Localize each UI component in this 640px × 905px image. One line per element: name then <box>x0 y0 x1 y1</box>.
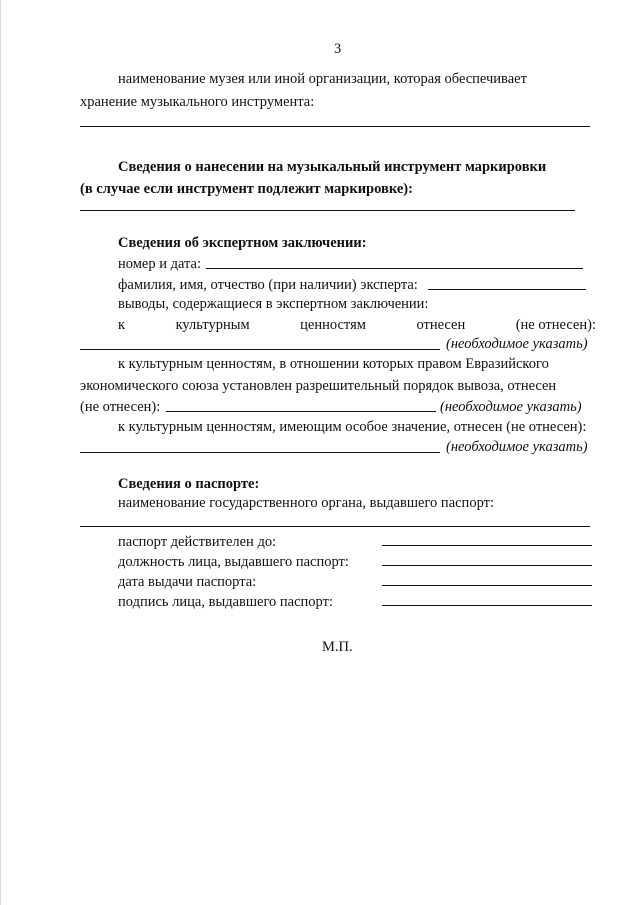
marking-heading-line2: (в случае если инструмент подлежит маркировке): <box>80 181 413 197</box>
passport-date-label: дата выдачи паспорта: <box>118 574 257 590</box>
passport-position-label: должность лица, выдавшего паспорт: <box>118 554 349 570</box>
expert-number-date-line[interactable] <box>206 268 583 269</box>
note-specify-3: (необходимое указать) <box>446 439 588 455</box>
expert-name-label: фамилия, имя, отчество (при наличии) эксперта: <box>118 277 418 293</box>
cultural-word: (не отнесен): <box>515 317 596 333</box>
expert-name-line[interactable] <box>428 289 586 290</box>
museum-label-line1: наименование музея или иной организации, которая обеспечивает <box>118 71 527 87</box>
permit-line2: экономического союза установлен разрешительный порядок вывоза, отнесен <box>80 378 557 394</box>
passport-signature-label: подпись лица, выдавшего паспорт: <box>118 594 333 610</box>
cultural-word: культурным <box>175 317 250 333</box>
page-edge <box>0 0 1 905</box>
permit-fill-line[interactable] <box>166 411 436 412</box>
museum-fill-line[interactable] <box>80 126 590 127</box>
passport-issuer-line[interactable] <box>80 526 590 527</box>
passport-signature-line[interactable] <box>382 605 592 606</box>
permit-line1: к культурным ценностям, в отношении которых правом Евразийского <box>118 356 549 372</box>
cultural-word: к <box>118 317 126 333</box>
passport-valid-label: паспорт действителен до: <box>118 534 277 550</box>
passport-issuer-label: наименование государственного органа, выдавшего паспорт: <box>118 495 494 511</box>
note-specify-1: (необходимое указать) <box>446 336 588 352</box>
special-value-line[interactable] <box>80 452 440 453</box>
passport-date-line[interactable] <box>382 585 592 586</box>
cultural-values-line[interactable] <box>80 349 440 350</box>
marking-heading-line1: Сведения о нанесении на музыкальный инструмент маркировки <box>118 159 547 175</box>
cultural-values-row <box>118 316 596 334</box>
page-number: 3 <box>334 41 342 57</box>
expert-heading: Сведения об экспертном заключении: <box>118 235 367 251</box>
special-value-label: к культурным ценностям, имеющим особое значение, отнесен (не отнесен): <box>118 419 587 435</box>
expert-number-date-label: номер и дата: <box>118 256 202 272</box>
expert-conclusions-label: выводы, содержащиеся в экспертном заключении: <box>118 296 429 312</box>
marking-fill-line[interactable] <box>80 210 575 211</box>
passport-heading: Сведения о паспорте: <box>118 476 260 492</box>
note-specify-2: (необходимое указать) <box>440 399 582 415</box>
passport-position-line[interactable] <box>382 565 592 566</box>
museum-label-line2: хранение музыкального инструмента: <box>80 94 315 110</box>
cultural-word: ценностям <box>300 317 366 333</box>
permit-line3-label: (не отнесен): <box>80 399 161 415</box>
passport-valid-line[interactable] <box>382 545 592 546</box>
stamp-place: М.П. <box>322 639 353 655</box>
cultural-word: отнесен <box>416 317 466 333</box>
